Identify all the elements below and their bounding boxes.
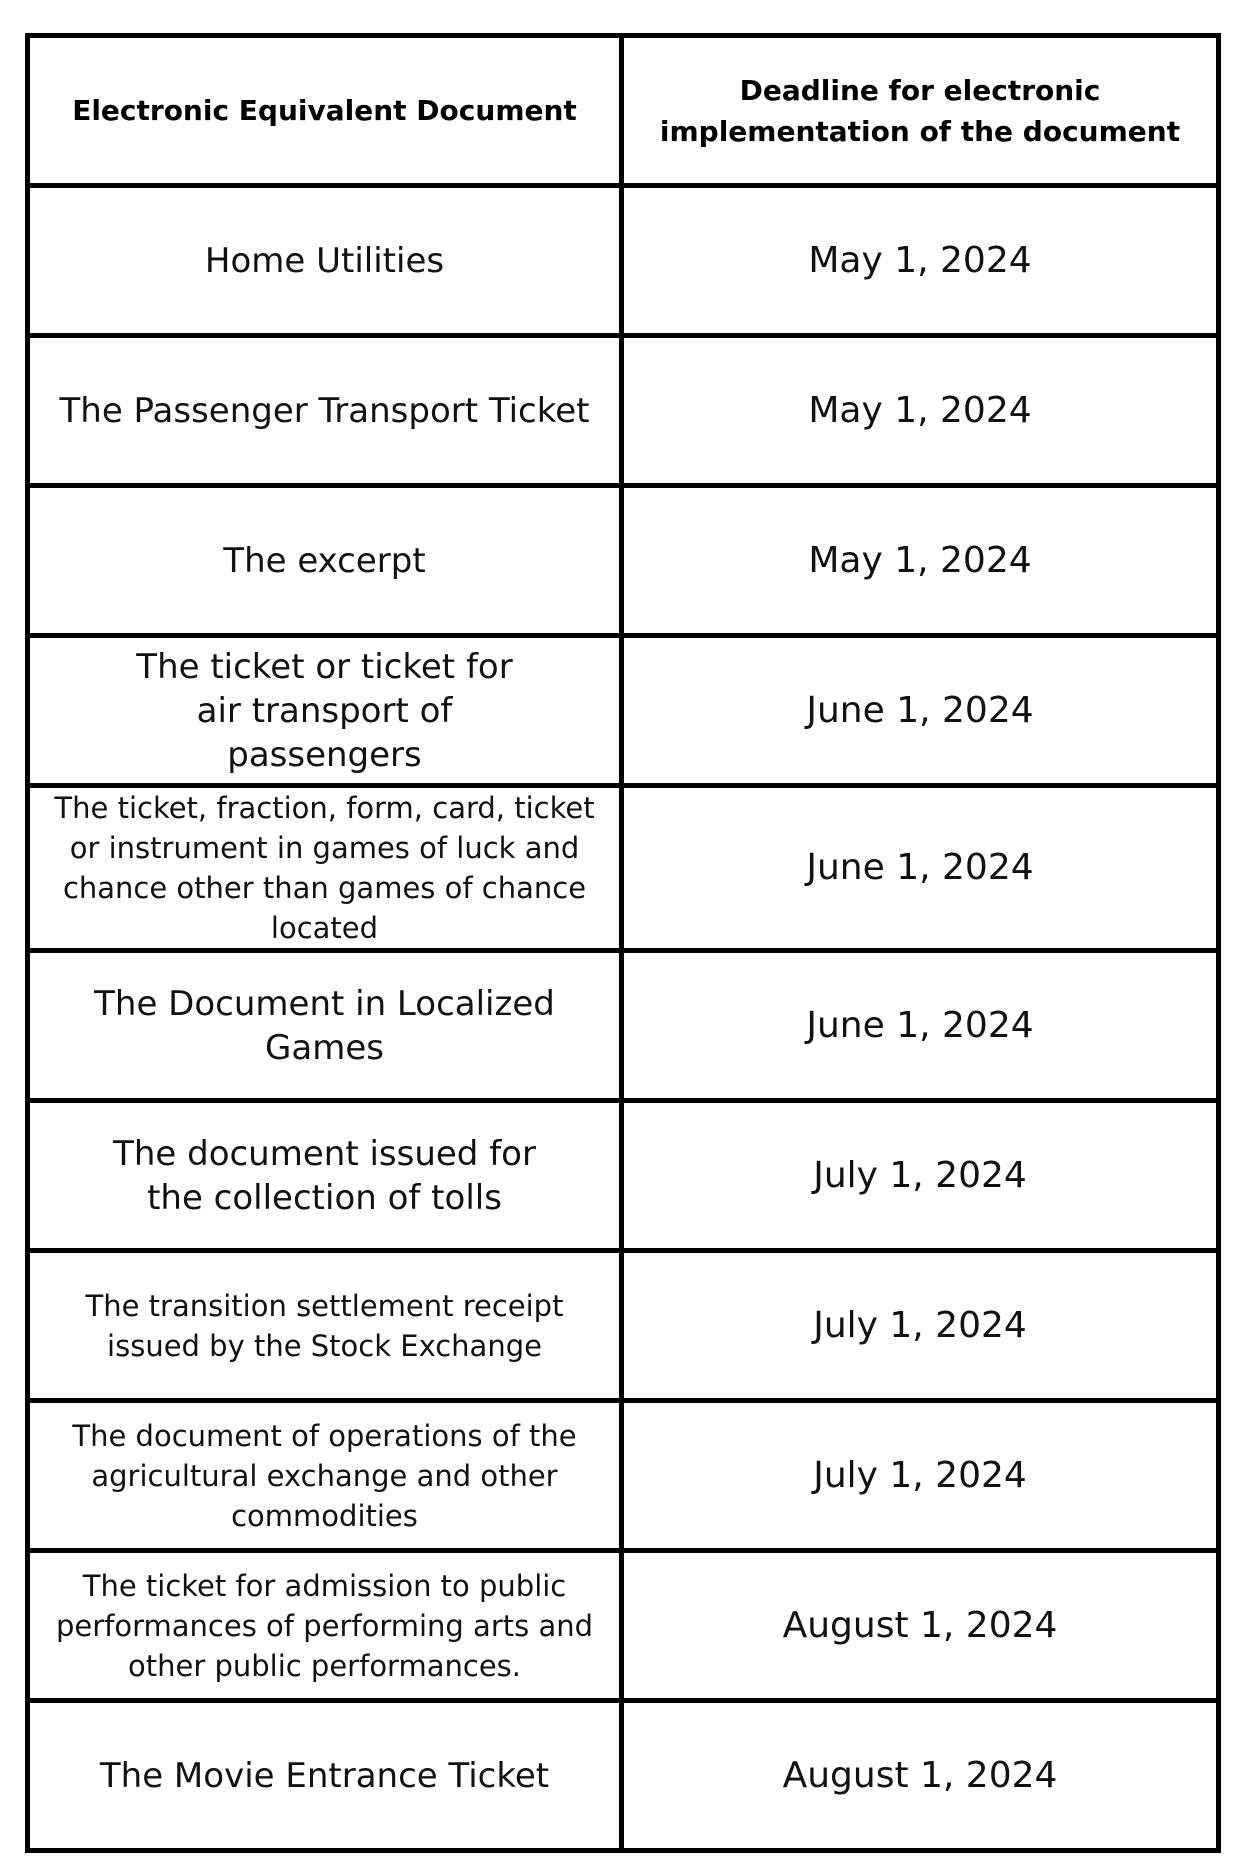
deadline-cell: May 1, 2024 bbox=[622, 336, 1219, 486]
document-cell: The excerpt bbox=[28, 486, 622, 636]
deadline-cell: June 1, 2024 bbox=[622, 786, 1219, 951]
table-row bbox=[28, 186, 1219, 336]
table-row bbox=[28, 1251, 1219, 1401]
table-row bbox=[28, 951, 1219, 1101]
document-cell: The document of operations of the agricultural exchange and other commodities bbox=[28, 1401, 622, 1551]
table-row bbox=[28, 486, 1219, 636]
deadline-table bbox=[25, 33, 1221, 1853]
header-deadline: Deadline for electronic implementation of the document bbox=[622, 36, 1219, 186]
document-cell: The ticket, fraction, form, card, ticket or instrument in games of luck and chance other than games of chance located bbox=[28, 786, 622, 951]
table-row bbox=[28, 336, 1219, 486]
header-document: Electronic Equivalent Document bbox=[28, 36, 622, 186]
deadline-cell: June 1, 2024 bbox=[622, 951, 1219, 1101]
table-row bbox=[28, 786, 1219, 951]
table-row bbox=[28, 1701, 1219, 1851]
document-cell: Home Utilities bbox=[28, 186, 622, 336]
deadline-cell: August 1, 2024 bbox=[622, 1701, 1219, 1851]
deadline-cell: July 1, 2024 bbox=[622, 1401, 1219, 1551]
document-cell: The Document in Localized Games bbox=[28, 951, 622, 1101]
document-cell: The Movie Entrance Ticket bbox=[28, 1701, 622, 1851]
deadline-cell: August 1, 2024 bbox=[622, 1551, 1219, 1701]
document-cell: The document issued for the collection of tolls bbox=[28, 1101, 622, 1251]
document-cell: The ticket for admission to public performances of performing arts and other public performances. bbox=[28, 1551, 622, 1701]
table-row bbox=[28, 1101, 1219, 1251]
deadline-cell: July 1, 2024 bbox=[622, 1251, 1219, 1401]
deadline-cell: May 1, 2024 bbox=[622, 186, 1219, 336]
table-row bbox=[28, 636, 1219, 786]
header-row bbox=[28, 36, 1219, 186]
document-cell: The Passenger Transport Ticket bbox=[28, 336, 622, 486]
document-cell: The transition settlement receipt issued by the Stock Exchange bbox=[28, 1251, 622, 1401]
table-row bbox=[28, 1401, 1219, 1551]
deadline-cell: June 1, 2024 bbox=[622, 636, 1219, 786]
deadline-cell: May 1, 2024 bbox=[622, 486, 1219, 636]
deadline-cell: July 1, 2024 bbox=[622, 1101, 1219, 1251]
document-cell: The ticket or ticket for air transport of passengers bbox=[28, 636, 622, 786]
table-row bbox=[28, 1551, 1219, 1701]
